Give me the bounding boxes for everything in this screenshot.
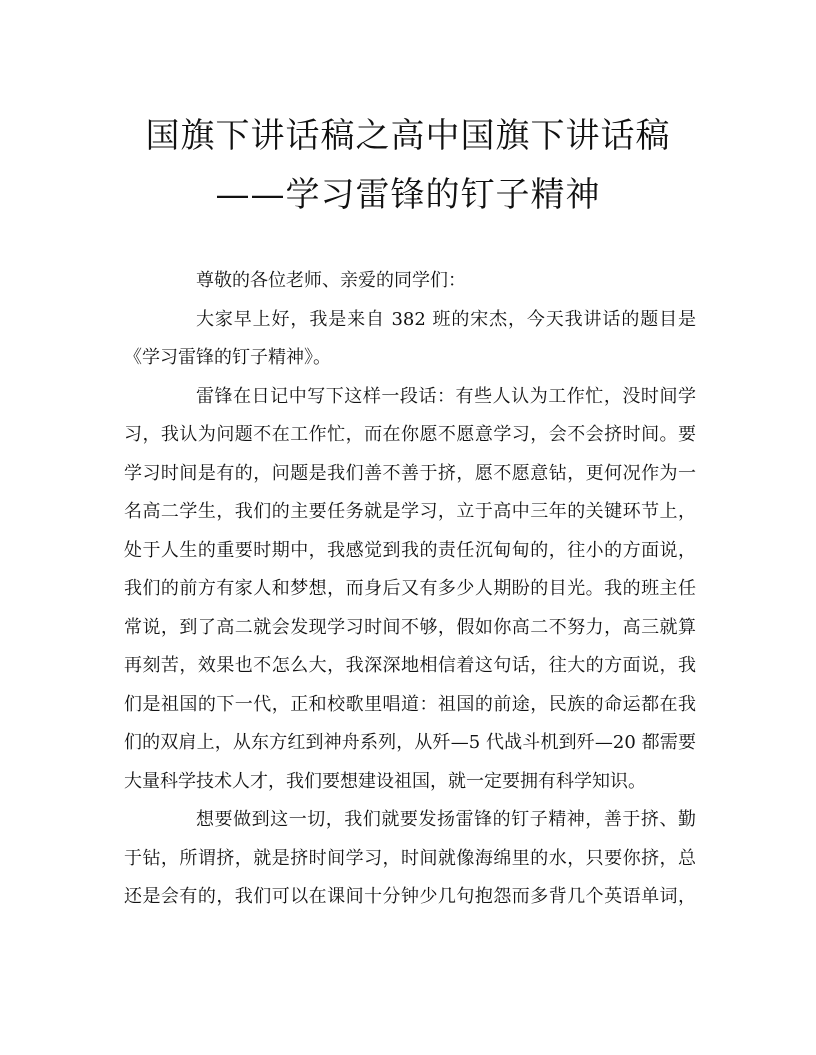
document-title: 国旗下讲话稿之高中国旗下讲话稿 — [145, 116, 671, 156]
paragraph-line: 想要做到这一切，我们就要发扬雷锋的钉子精神，善于挤、勤 — [196, 809, 696, 830]
paragraph-line: 雷锋在日记中写下这样一段话：有些人认为工作忙，没时间学 — [196, 385, 696, 407]
paragraph-line: 常说，到了高二就会发现学习时间不够，假如你高二不努力，高三就算 — [124, 616, 696, 638]
paragraph-line: 《学习雷锋的钉子精神》。 — [124, 347, 331, 368]
salutation-line: 尊敬的各位老师、亲爱的同学们： — [196, 270, 466, 291]
paragraph-line: 们的双肩上，从东方红到神舟系列，从歼—5 代战斗机到歼—20 都需要 — [124, 732, 696, 753]
paragraph-line: 我们的前方有家人和梦想，而身后又有多少人期盼的目光。我的班主任 — [124, 578, 696, 599]
paragraph-line: 学习时间是有的，问题是我们善不善于挤，愿不愿意钻，更何况作为一 — [124, 462, 696, 484]
paragraph-line: 大量科学技术人才，我们要想建设祖国，就一定要拥有科学知识。 — [124, 770, 646, 792]
document-body — [124, 262, 696, 917]
paragraph-line: 还是会有的，我们可以在课间十分钟少几句抱怨而多背几个英语单词， — [124, 886, 696, 907]
paragraph-line: 于钻，所谓挤，就是挤时间学习，时间就像海绵里的水，只要你挤，总 — [124, 847, 696, 869]
paragraph-line: 名高二学生，我们的主要任务就是学习，立于高中三年的关键环节上， — [124, 501, 696, 522]
document-subtitle: ——学习雷锋的钉子精神 — [215, 175, 601, 215]
paragraph-line: 们是祖国的下一代，正和校歌里唱道：祖国的前途，民族的命运都在我 — [124, 693, 696, 715]
paragraph-line: 再刻苦，效果也不怎么大，我深深地相信着这句话，往大的方面说，我 — [124, 655, 696, 676]
paragraph-line: 习，我认为问题不在工作忙，而在你愿不愿意学习，会不会挤时间。要 — [124, 424, 696, 445]
paragraph-line: 处于人生的重要时期中，我感觉到我的责任沉甸甸的，往小的方面说， — [124, 539, 696, 561]
paragraph-line: 大家早上好，我是来自 382 班的宋杰，今天我讲话的题目是 — [196, 308, 696, 330]
